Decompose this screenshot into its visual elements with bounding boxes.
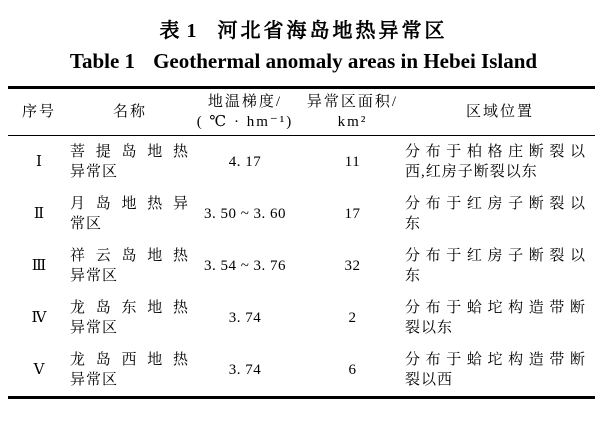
cell-area: 11 bbox=[344, 154, 361, 170]
cell-name-line1: 菩提岛地热 bbox=[70, 144, 188, 160]
geothermal-anomaly-table bbox=[8, 86, 595, 399]
cell-area: 32 bbox=[344, 258, 361, 274]
cell-gradient: 4. 17 bbox=[228, 154, 262, 170]
cell-location-line2: 西,红房子断裂以东 bbox=[405, 164, 538, 180]
cell-gradient: 3. 74 bbox=[228, 310, 262, 326]
cell-location bbox=[405, 188, 595, 240]
cell-gradient: 3. 50 ~ 3. 60 bbox=[203, 206, 287, 222]
table-title-zh bbox=[0, 14, 607, 43]
cell-name bbox=[70, 344, 190, 398]
table-title-en-number: Table 1 bbox=[69, 49, 136, 73]
cell-name-line2: 常区 bbox=[70, 216, 103, 232]
column-header-name bbox=[70, 88, 190, 136]
column-header-area bbox=[300, 88, 405, 136]
column-header-location-label: 区域位置 bbox=[465, 104, 534, 120]
column-header-name-label: 名称 bbox=[112, 104, 147, 120]
table-title-en-text: Geothermal anomaly areas in Hebei Island bbox=[153, 49, 538, 73]
cell-location-line1: 分布于红房子断裂以 bbox=[405, 196, 585, 212]
table-row-2 bbox=[8, 188, 595, 240]
column-header-gradient bbox=[190, 88, 300, 136]
cell-name-line2: 异常区 bbox=[70, 164, 119, 180]
table-title-zh-text: 河北省海岛地热异常区 bbox=[217, 20, 448, 42]
cell-name-line1: 祥云岛地热 bbox=[70, 248, 188, 264]
column-header-area-line1: 异常区面积/ bbox=[306, 94, 399, 110]
cell-no: Ⅰ bbox=[36, 154, 42, 170]
cell-name bbox=[70, 240, 190, 292]
table-row-1 bbox=[8, 136, 595, 189]
cell-location bbox=[405, 344, 595, 398]
cell-location-line1: 分布于红房子断裂以 bbox=[405, 248, 585, 264]
cell-location-line1: 分布于柏格庄断裂以 bbox=[405, 144, 585, 160]
cell-location bbox=[405, 136, 595, 189]
cell-location-line2: 裂以东 bbox=[405, 320, 454, 336]
cell-no: Ⅳ bbox=[31, 310, 47, 326]
column-header-gradient-line1: 地温梯度/ bbox=[207, 94, 283, 110]
header-row bbox=[8, 88, 595, 136]
cell-name-line2: 异常区 bbox=[70, 268, 119, 284]
cell-area: 17 bbox=[344, 206, 361, 222]
column-header-location bbox=[405, 88, 595, 136]
cell-location-line2: 裂以西 bbox=[405, 372, 454, 388]
cell-location-line2: 东 bbox=[405, 268, 422, 284]
column-header-no bbox=[8, 88, 70, 136]
cell-name-line1: 月岛地热异 bbox=[70, 196, 188, 212]
cell-area: 2 bbox=[348, 310, 357, 326]
cell-no: Ⅴ bbox=[33, 362, 45, 378]
cell-name bbox=[70, 292, 190, 344]
cell-name-line1: 龙岛东地热 bbox=[70, 300, 188, 316]
cell-location bbox=[405, 292, 595, 344]
table-row-3 bbox=[8, 240, 595, 292]
table-row-5 bbox=[8, 344, 595, 398]
column-header-area-line2: km² bbox=[337, 114, 368, 130]
cell-location bbox=[405, 240, 595, 292]
cell-no: Ⅲ bbox=[31, 258, 47, 274]
table-row-4 bbox=[8, 292, 595, 344]
cell-name bbox=[70, 188, 190, 240]
cell-location-line1: 分布于蛤坨构造带断 bbox=[405, 300, 585, 316]
column-header-gradient-line2: ( ℃ · hm⁻¹) bbox=[196, 114, 294, 130]
cell-name-line1: 龙岛西地热 bbox=[70, 352, 188, 368]
cell-name-line2: 异常区 bbox=[70, 320, 119, 336]
cell-name bbox=[70, 136, 190, 189]
column-header-no-label: 序号 bbox=[21, 104, 56, 120]
cell-area: 6 bbox=[348, 362, 357, 378]
table-title-en bbox=[0, 49, 607, 74]
cell-no: Ⅱ bbox=[33, 206, 45, 222]
cell-location-line1: 分布于蛤坨构造带断 bbox=[405, 352, 585, 368]
table-title-zh-number: 表 1 bbox=[159, 20, 198, 42]
cell-location-line2: 东 bbox=[405, 216, 422, 232]
cell-gradient: 3. 54 ~ 3. 76 bbox=[203, 258, 287, 274]
cell-gradient: 3. 74 bbox=[228, 362, 262, 378]
cell-name-line2: 异常区 bbox=[70, 372, 119, 388]
